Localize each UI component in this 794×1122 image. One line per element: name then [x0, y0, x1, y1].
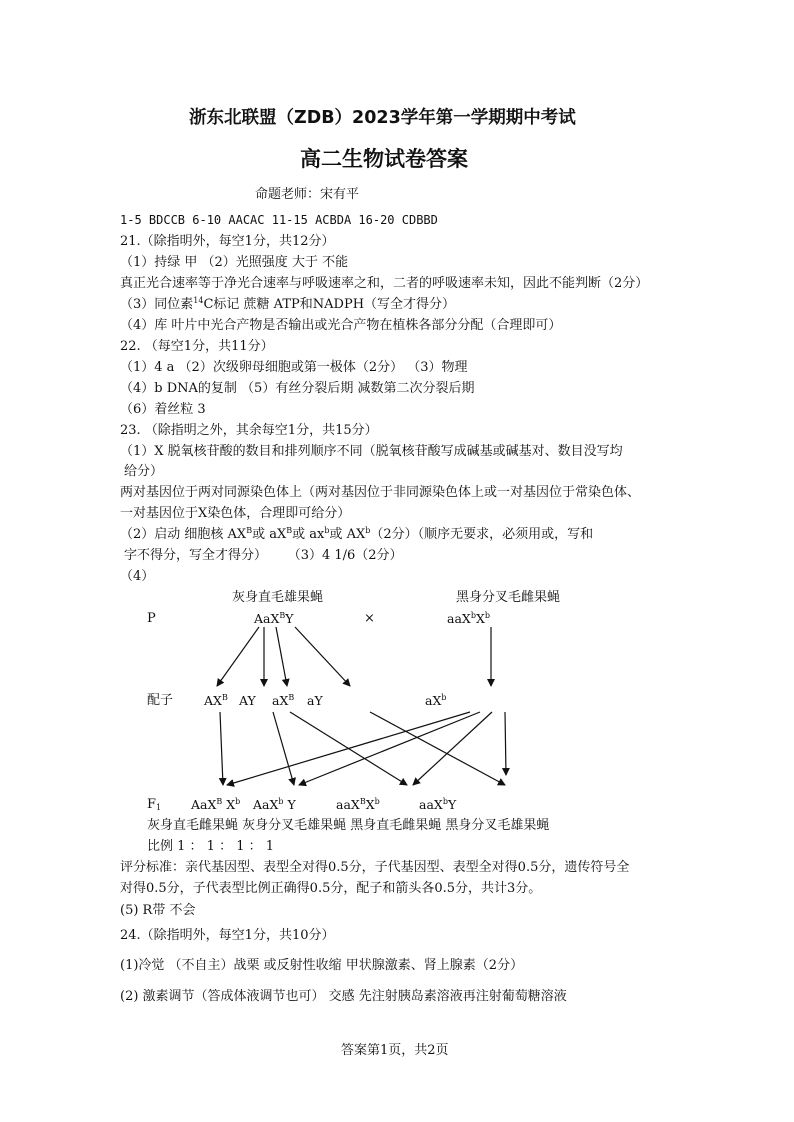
arrow-male-to-aY: [295, 627, 350, 686]
offspring-genotype-2: AaX$^b$ Y: [253, 797, 296, 812]
offspring-ratio: 比例 1 ： 1 ： 1 ： 1: [147, 839, 275, 854]
gamete-AY: AY: [239, 693, 256, 708]
q21-line-2: 真正光合速率等于净光合速率与呼吸速率之和，二者的呼吸速率未知，因此不能判断（2分）: [120, 276, 649, 291]
male-genotype: AaX$^B$Y: [254, 611, 294, 626]
offspring-genotype-1: AaX$^B$ $X^b$: [191, 797, 241, 812]
mc-answers: 1-5 BDCCB 6-10 AACAC 11-15 ACBDA 16-20 CDBBD: [120, 213, 438, 227]
f1-label: $F_1$: [147, 797, 162, 812]
gamete-aXB: $aX^B$: [272, 693, 295, 708]
q22-line-1: （1）4 a （2）次级卵母细胞或第一极体（2分） （3）物理: [120, 360, 468, 375]
q24-line-2: (2) 激素调节（答成体液调节也可） 交感 先注射胰岛素溶液再注射葡萄糖溶液: [120, 989, 567, 1004]
q21-line-1: （1）持绿 甲 （2）光照强度 大于 不能: [120, 255, 349, 270]
p-generation-label: P: [147, 611, 156, 626]
q21-line-4: （4）库 叶片中光合产物是否输出或光合产物在植株各部分分配（合理即可）: [120, 318, 562, 333]
arrow-AXB-to-f1: [220, 712, 223, 785]
q23-header: 23. （除指明之外，其余每空1分，共15分）: [120, 423, 378, 438]
gamete-AXB: $AX^B$: [204, 693, 228, 708]
q21-line-3: （3）同位素$^{14}$C标记 蔗糖 ATP和NADPH（写全才得分）: [120, 296, 456, 312]
female-genotype: $aaX^bX^b$: [447, 611, 490, 626]
q23-line-6: 字不得分，写全才得分） （3）4 1/6（2分）: [124, 548, 403, 563]
gamete-aY: aY: [307, 693, 323, 708]
q24-header: 24.（除指明外，每空1分，共10分）: [120, 928, 335, 943]
exam-title: 浙东北联盟（ZDB）2023学年第一学期期中考试: [189, 108, 576, 128]
q23-line-7: （4）: [120, 569, 155, 584]
scoring-line-2: 对得0.5分，子代表型比例正确得0.5分，配子和箭头各0.5分，共计3分。: [120, 881, 542, 896]
male-parent-label: 灰身直毛雄果蝇: [232, 590, 324, 605]
q23-line-5: （2）启动 细胞核 $AX^B$或 $aX^B$或 $ax^b$或 $AX^b(2$分）（顺序无要求，必须用或，写和: [120, 526, 594, 542]
offspring-phenotypes: 灰身直毛雌果蝇 灰身分叉毛雄果蝇 黑身直毛雌果蝇 黑身分叉毛雄果蝇: [147, 818, 550, 833]
female-parent-label: 黑身分叉毛雌果蝇: [456, 590, 561, 605]
gamete-aXb: $aX^b$: [425, 693, 447, 708]
arrow-AY-to-f1: [273, 712, 294, 785]
q22-line-2: （4）b DNA的复制 （5）有丝分裂后期 减数第二次分裂后期: [120, 381, 475, 396]
q23-line-1: （1）X 脱氧核苷酸的数目和排列顺序不同（脱氧核苷酸写成碱基或碱基对、数目没写均: [120, 444, 623, 459]
page-footer: 答案第1页，共2页: [341, 1043, 449, 1058]
arrow-male-to-aXB: [276, 627, 287, 686]
arrow-aXb-to-f1-4: [505, 712, 506, 775]
scoring-line-1: 评分标准：亲代基因型、表型全对得0.5分，子代基因型、表型全对得0.5分，遗传符号全: [120, 860, 630, 875]
offspring-genotype-3: $aaX^BX^b$: [336, 797, 380, 812]
q22-header: 22. （每空1分，共11分）: [120, 339, 274, 354]
q23-line-2: 给分）: [124, 464, 164, 479]
offspring-genotype-4: aaX$^b$Y: [419, 797, 457, 812]
arrow-aXb-to-f1-1: [227, 712, 470, 785]
q22-line-3: （6）着丝粒 3: [120, 402, 206, 417]
document-title: 高二生物试卷答案: [300, 147, 468, 171]
gamete-label: 配子: [147, 693, 174, 708]
cross-sign: ×: [364, 611, 375, 626]
q23-part5: (5) R带 不会: [120, 903, 196, 918]
q23-line-3: 两对基因位于两对同源染色体上（两对基因位于非同源染色体上或一对基因位于常染色体、: [120, 485, 641, 500]
q24-line-1: (1)冷觉 （不自主）战栗 或反射性收缩 甲状腺激素、肾上腺素（2分）: [120, 958, 524, 973]
author-line: 命题老师：宋有平: [255, 187, 360, 202]
q23-line-4: 一对基因位于X染色体，合理即可给分）: [120, 506, 351, 521]
q21-header: 21.（除指明外，每空1分，共12分）: [120, 234, 335, 249]
arrow-male-to-AXB: [217, 627, 259, 686]
